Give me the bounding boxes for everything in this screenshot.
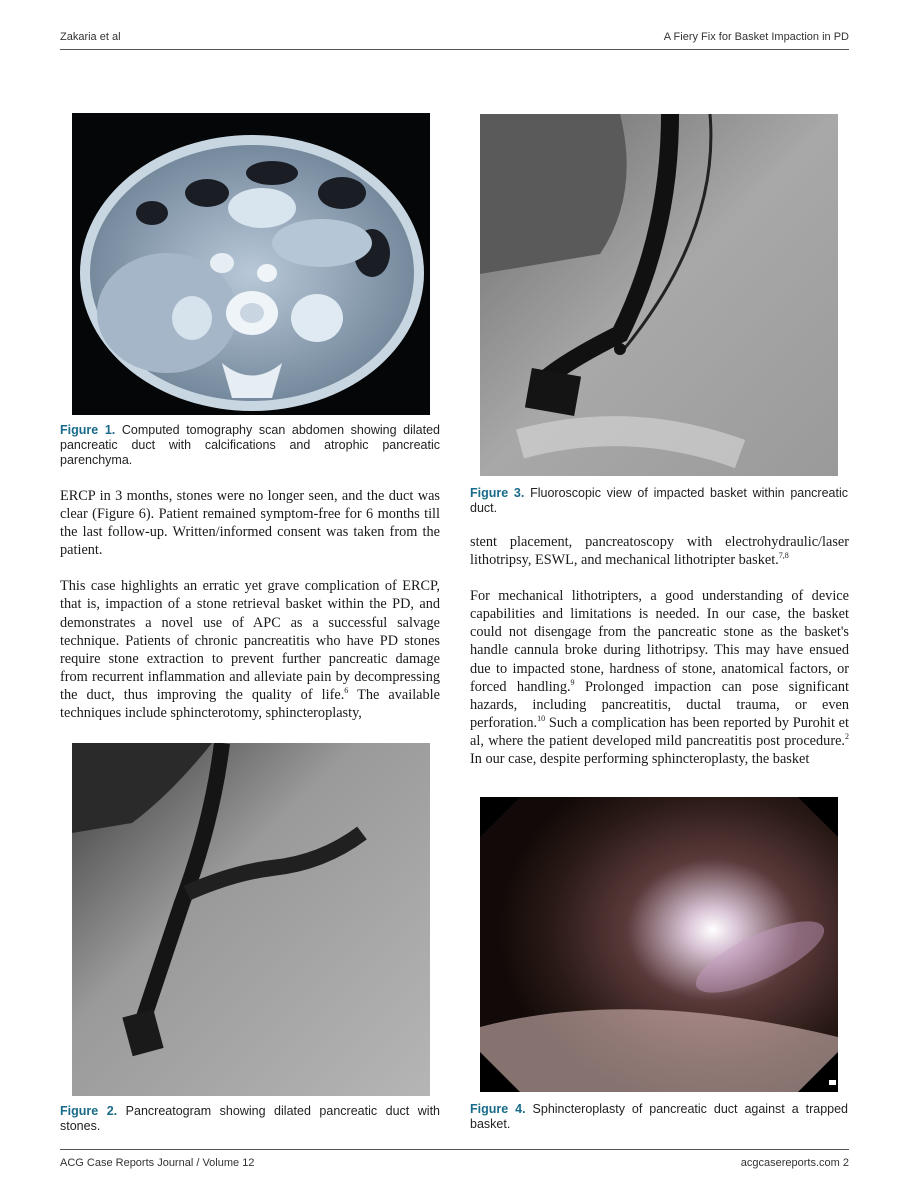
running-header-authors: Zakaria et al [60, 31, 121, 43]
running-header-title: A Fiery Fix for Basket Impaction in PD [663, 31, 849, 43]
reference-9: 9 [570, 677, 575, 687]
right-paragraph-2-text-b: Prolonged impaction can pose significant hazards, including pancreatitis, ductal trauma, or even perforation. [470, 678, 849, 731]
reference-6: 6 [344, 686, 349, 696]
right-paragraph-1 [470, 533, 849, 569]
figure-3-caption-text: Fluoroscopic view of impacted basket within pancreatic duct. [470, 486, 848, 515]
right-column [470, 533, 849, 768]
left-paragraph-2 [60, 577, 440, 722]
right-paragraph-2 [470, 587, 849, 768]
figure-1-ct-image [72, 113, 430, 415]
footer-site-link[interactable]: acgcasereports.com [740, 1157, 840, 1169]
figure-1-caption-text: Computed tomography scan abdomen showing dilated pancreatic duct with calcifications and atrophic pancreatic parenchyma. [60, 423, 441, 467]
figure-4-caption [470, 1102, 848, 1132]
right-paragraph-2-text-a: For mechanical lithotripters, a good understanding of device capabilities and limitations is needed. In our case, the basket could not disengage from the pancreatic stone as the basket's handle cannula broke during lithotripsy. This may have ensued due to impacted stone, hardness of stone, anatomical factors, or forced handling. [470, 588, 849, 695]
figure-4-caption-text: Sphincteroplasty of pancreatic duct against a trapped basket. [470, 1102, 849, 1131]
left-column [60, 487, 440, 722]
figure-1-label: Figure 1. [60, 423, 116, 437]
right-paragraph-1-text: stent placement, pancreatoscopy with electrohydraulic/laser lithotripsy, ESWL, and mechanical lithotripter basket. [470, 534, 849, 569]
reference-7-8: 7,8 [778, 551, 789, 561]
right-paragraph-2-text-d: In our case, despite performing sphincteroplasty, the basket [470, 751, 810, 768]
footer-journal: ACG Case Reports Journal / Volume 12 [60, 1157, 255, 1169]
figure-1-caption [60, 423, 440, 468]
figure-2-label: Figure 2. [60, 1104, 118, 1118]
right-paragraph-2-text-c: Such a complication has been reported by Purohit et al, where the patient developed mild pancreatitis post procedure. [470, 714, 849, 749]
left-paragraph-2-text-b: The available techniques include sphincterotomy, sphincteroplasty, [60, 686, 440, 722]
reference-10: 10 [537, 714, 546, 724]
header-rule [60, 49, 849, 50]
footer-site-and-page [741, 1157, 849, 1169]
page-number: 2 [842, 1157, 849, 1169]
footer-rule [60, 1149, 849, 1150]
left-paragraph-2-text-a: This case highlights an erratic yet grave complication of ERCP, that is, impaction of a stone retrieval basket within the PD, and demonstrates a novel use of APC as a successful salvage technique. Patients of chronic pancreatitis who have PD stones require stone extraction to prevent further pancreatic damage from recurrent inflammation and alleviate pain by decompressing the duct, thus improving the quality of life. [60, 578, 440, 703]
reference-2: 2 [845, 732, 849, 742]
figure-4-label: Figure 4. [470, 1102, 526, 1116]
figure-2-caption-text: Pancreatogram showing dilated pancreatic duct with stones. [60, 1104, 441, 1133]
figure-2-caption [60, 1104, 440, 1134]
figure-3-label: Figure 3. [470, 486, 525, 500]
figure-3-caption [470, 486, 848, 516]
figure-2-pancreatogram-image [72, 743, 430, 1096]
figure-4-endoscopy-image [480, 797, 838, 1092]
figure-3-fluoroscopy-image [480, 114, 838, 476]
left-paragraph-1: ERCP in 3 months, stones were no longer seen, and the duct was clear (Figure 6). Patient remained symptom-free for 6 months till the last follow-up. Written/informed consent was taken from the patient. [60, 488, 440, 559]
